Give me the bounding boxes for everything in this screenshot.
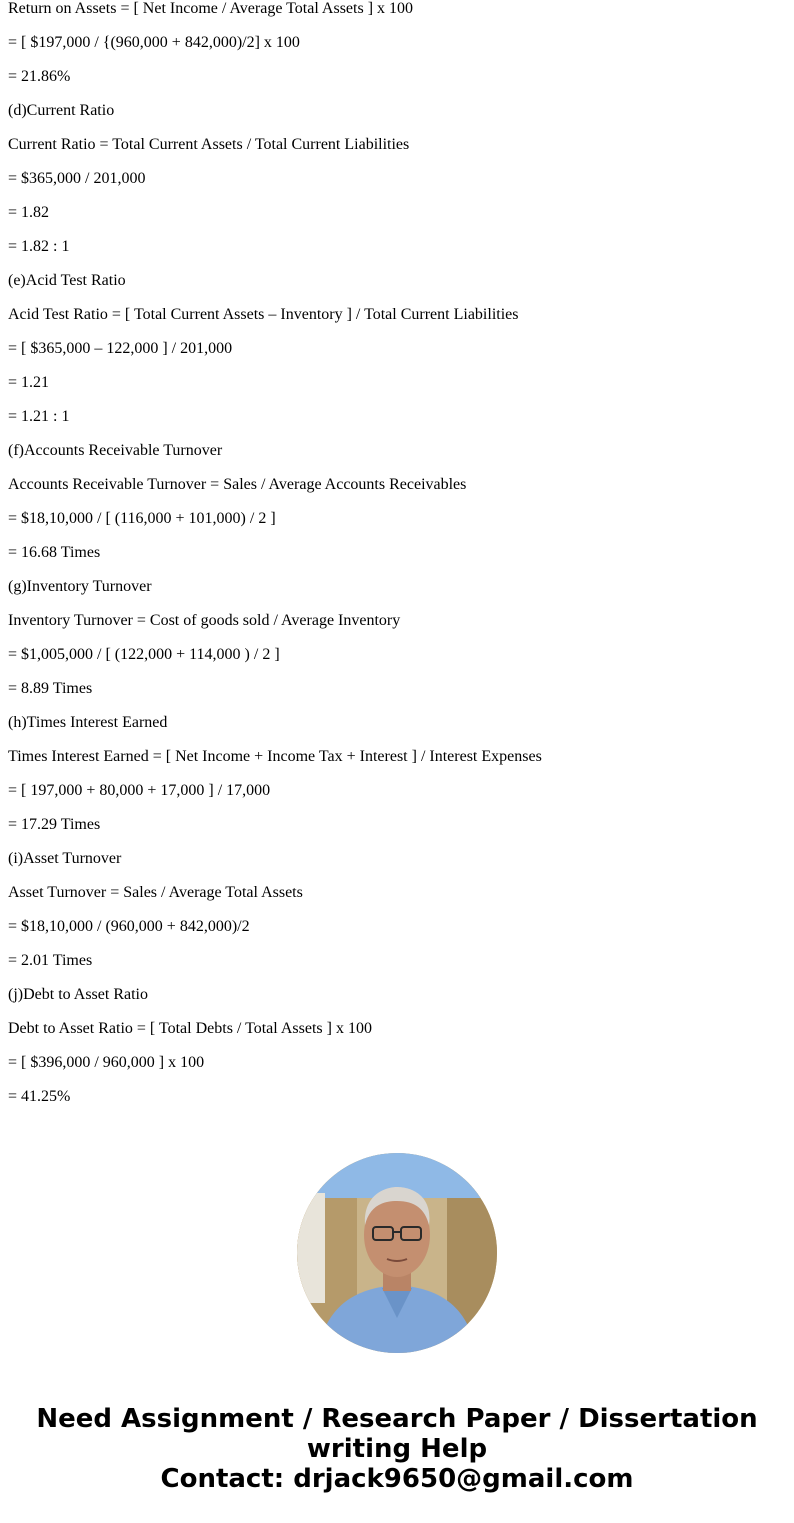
text-line: Return on Assets = [ Net Income / Average Total Assets ] x 100 <box>8 0 414 17</box>
promo-line: Need Assignment / Research Paper / Dissertation <box>36 1404 758 1434</box>
text-line: = [ $197,000 / {(960,000 + 842,000)/2] x 100 <box>8 34 300 51</box>
text-line: = 21.86% <box>8 68 71 85</box>
contact-email: Contact: drjack9650@gmail.com <box>160 1464 634 1494</box>
text-line: = 1.82 : 1 <box>8 238 70 255</box>
author-portrait-icon <box>297 1153 497 1353</box>
text-line: Current Ratio = Total Current Assets / Total Current Liabilities <box>8 136 410 153</box>
author-avatar <box>297 1153 497 1353</box>
text-line: = 1.82 <box>8 204 50 221</box>
promo-line: writing Help <box>306 1434 488 1464</box>
text-line: = $1,005,000 / [ (122,000 + 114,000 ) / 2 ] <box>8 646 280 663</box>
promo-banner <box>0 1404 794 1494</box>
section-heading: (i)Asset Turnover <box>8 850 122 867</box>
text-line: = [ $365,000 – 122,000 ] / 201,000 <box>8 340 233 357</box>
section-heading: (g)Inventory Turnover <box>8 578 152 595</box>
section-heading: (d)Current Ratio <box>8 102 115 119</box>
text-line: Accounts Receivable Turnover = Sales / Average Accounts Receivables <box>8 476 467 493</box>
text-line: Acid Test Ratio = [ Total Current Assets – Inventory ] / Total Current Liabilities <box>8 306 519 323</box>
text-line: = 1.21 : 1 <box>8 408 70 425</box>
text-line: = $365,000 / 201,000 <box>8 170 146 187</box>
text-line: = 1.21 <box>8 374 50 391</box>
text-line: = $18,10,000 / (960,000 + 842,000)/2 <box>8 918 250 935</box>
text-line: = $18,10,000 / [ (116,000 + 101,000) / 2 ] <box>8 510 276 527</box>
text-line: = 2.01 Times <box>8 952 93 969</box>
text-line: = [ $396,000 / 960,000 ] x 100 <box>8 1054 205 1071</box>
text-line: = 41.25% <box>8 1088 71 1105</box>
section-heading: (e)Acid Test Ratio <box>8 272 126 289</box>
section-heading: (f)Accounts Receivable Turnover <box>8 442 223 459</box>
text-line: Asset Turnover = Sales / Average Total Assets <box>8 884 303 901</box>
section-heading: (h)Times Interest Earned <box>8 714 168 731</box>
solution-text <box>8 0 778 1122</box>
text-line: = 17.29 Times <box>8 816 101 833</box>
text-line: Inventory Turnover = Cost of goods sold / Average Inventory <box>8 612 401 629</box>
text-line: = 16.68 Times <box>8 544 101 561</box>
text-line: = 8.89 Times <box>8 680 93 697</box>
text-line: = [ 197,000 + 80,000 + 17,000 ] / 17,000 <box>8 782 271 799</box>
text-line: Times Interest Earned = [ Net Income + Income Tax + Interest ] / Interest Expenses <box>8 748 542 765</box>
section-heading: (j)Debt to Asset Ratio <box>8 986 148 1003</box>
text-line: Debt to Asset Ratio = [ Total Debts / Total Assets ] x 100 <box>8 1020 372 1037</box>
